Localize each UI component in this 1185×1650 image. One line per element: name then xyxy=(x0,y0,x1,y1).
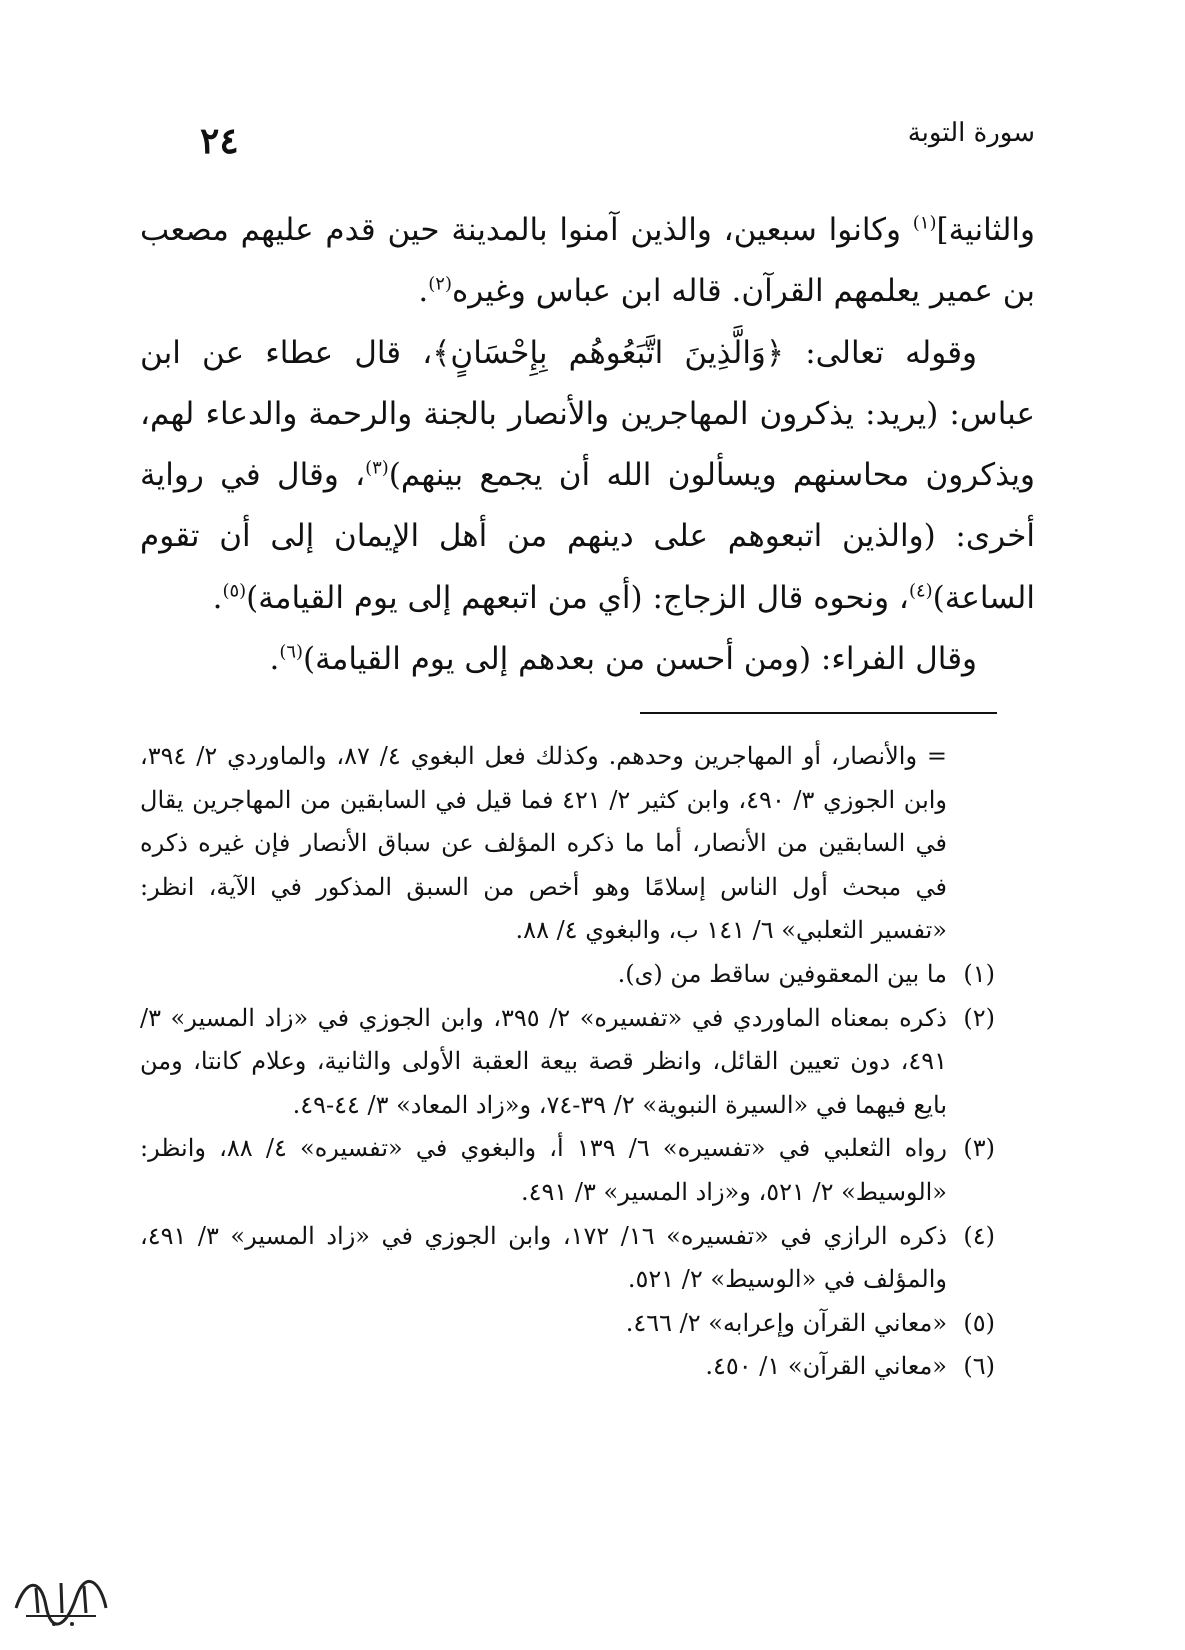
paragraph-text: . xyxy=(269,641,280,678)
main-text xyxy=(140,200,1035,690)
footnote-number: (١) xyxy=(963,959,995,988)
footnote-ref: (٦) xyxy=(279,641,303,663)
footnote-text: ذكره الرازي في «تفسيره» ١٦/ ١٧٢، وابن الجوزي في «زاد المسير» ٣/ ٤٩١، والمؤلف في «الوسيط» ٢/ ٥٢١. xyxy=(140,1221,948,1294)
footnote xyxy=(140,953,995,997)
footnote-ref: (٢) xyxy=(428,273,452,295)
paragraph-text: وقال الفراء: (ومن أحسن من بعدهم إلى يوم القيامة) xyxy=(303,641,977,678)
paragraph-text: وكانوا سبعين، والذين آمنوا بالمدينة حين قدم عليهم مصعب بن عمير يعلمهم القرآن. قاله ابن عباس وغيره xyxy=(140,212,1035,310)
footnote-text: «معاني القرآن وإعرابه» ٢/ ٤٦٦. xyxy=(625,1308,947,1337)
footnote xyxy=(140,1127,995,1214)
footnotes xyxy=(140,735,995,1389)
calligraphy-logo-icon xyxy=(6,1568,116,1638)
footnote-ref: (٥) xyxy=(222,580,247,602)
paragraph xyxy=(140,323,1035,629)
footnote-number: (٤) xyxy=(963,1221,995,1250)
footnote-number: (٣) xyxy=(963,1134,995,1163)
footnote-number: (٢) xyxy=(963,1003,995,1032)
footnote xyxy=(140,1345,995,1389)
footnote xyxy=(140,1215,995,1302)
paragraph xyxy=(140,629,1035,690)
footnote xyxy=(140,997,995,1128)
surah-title: سورة التوبة xyxy=(907,118,1035,148)
footnote-number: (٦) xyxy=(963,1352,995,1381)
footnote-text: «معاني القرآن» ١/ ٤٥٠. xyxy=(705,1352,947,1381)
paragraph-text: والثانية] xyxy=(936,212,1035,248)
footnote xyxy=(140,1302,995,1346)
footnote-text: = والأنصار، أو المهاجرين وحدهم. وكذلك فعل البغوي ٤/ ٨٧، والماوردي ٢/ ٣٩٤، وابن الجوزي ٣/ ٤٩٠، وابن كثير ٢/ ٤٢١ فما قيل في السابقين من المهاجرين يقال في السابقين من الأنصار، أما ما ذكره المؤلف عن سباق الأنصار فإن غيره ذكره في مبحث أول الناس إسلامًا وهو أخص من السبق المذكور في الآية، انظر: «تفسير الثعلبي» ٦/ ١٤١ ب، والبغوي ٤/ ٨٨. xyxy=(140,742,948,945)
paragraph-text: ، ونحوه قال الزجاج: (أي من اتبعهم إلى يوم القيامة) xyxy=(246,579,909,616)
footnote-ref: (٤) xyxy=(908,580,933,602)
footnote-ref: (٣) xyxy=(365,457,389,479)
paragraph-text: . xyxy=(212,579,223,616)
footnote-text: ما بين المعقوفين ساقط من (ى). xyxy=(617,959,947,988)
footnote-text: رواه الثعلبي في «تفسيره» ٦/ ١٣٩ أ، والبغوي في «تفسيره» ٤/ ٨٨، وانظر: «الوسيط» ٢/ ٥٢١، و«زاد المسير» ٣/ ٤٩١. xyxy=(140,1134,948,1206)
footnote-text: ذكره بمعناه الماوردي في «تفسيره» ٢/ ٣٩٥، وابن الجوزي في «زاد المسير» ٣/ ٤٩١، دون تعيين القائل، وانظر قصة بيعة العقبة الأولى والثانية، وعلام كانتا، ومن بايع فيهما في «السيرة النبوية» ٢/ ٣٩-٧٤، و«زاد المعاد» ٣/ ٤٤-٤٩. xyxy=(140,1003,947,1119)
paragraph xyxy=(140,200,1035,323)
footnote xyxy=(140,735,995,953)
footnote-divider xyxy=(640,712,997,714)
page-header xyxy=(200,112,1035,172)
paragraph-text: وقوله تعالى: ﴿وَالَّذِينَ اتَّبَعُوهُم بِإِحْسَانٍ﴾، قال عطاء عن ابن عباس: (يريد: يذكرون المهاجرين والأنصار بالجنة والرحمة والدعاء لهم، ويذكرون محاسنهم ويسألون الله أن يجمع بينهم) xyxy=(140,334,1035,494)
page-number: ٢٤ xyxy=(200,120,239,162)
footnote-number: (٥) xyxy=(963,1308,995,1337)
paragraph-text: ، وقال في رواية أخرى: (والذين اتبعوهم على دينهم من أهل الإيمان إلى أن تقوم الساعة) xyxy=(140,457,1035,616)
paragraph-text: . xyxy=(418,273,429,310)
footnote-ref: (١) xyxy=(912,212,937,234)
